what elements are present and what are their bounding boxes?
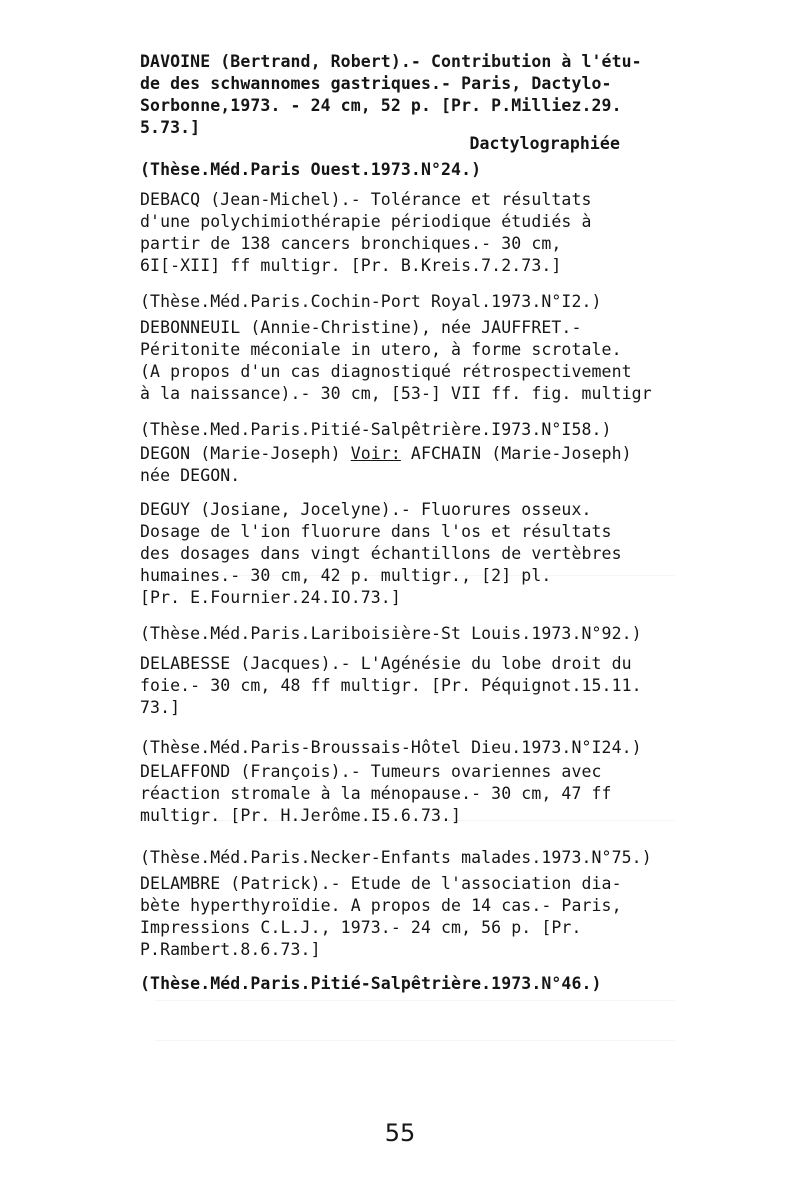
entry-degon-name: DEGON (Marie-Joseph) xyxy=(140,444,351,463)
entry-deguy-line-4: humaines.- 30 cm, 42 p. multigr., [2] pl. xyxy=(140,566,552,585)
entry-deguy-line-3: des dosages dans vingt échantillons de vertèbres xyxy=(140,544,622,563)
entry-debonneuil-line-2: Péritonite méconiale in utero, à forme scrotale. xyxy=(140,340,622,359)
entry-debonneuil-line-3: (A propos d'un cas diagnostiqué rétrospectivement xyxy=(140,362,632,381)
entry-davoine-line-2: de des schwannomes gastriques.- Paris, Dactylo- xyxy=(140,74,612,93)
entry-debacq-thesis: (Thèse.Méd.Paris.Cochin-Port Royal.1973.N°I2.) xyxy=(140,292,602,311)
entry-delaffond-line-3: multigr. [Pr. H.Jerôme.I5.6.73.] xyxy=(140,806,462,825)
entry-deguy-line-5: [Pr. E.Fournier.24.IO.73.] xyxy=(140,588,401,607)
entry-debacq-line-2: d'une polychimiothérapie périodique étudiés à xyxy=(140,212,592,231)
entry-degon-line-1 xyxy=(140,444,632,464)
entry-davoine-line-4: 5.73.] xyxy=(140,118,201,137)
entry-delaffond-thesis: (Thèse.Méd.Paris.Necker-Enfants malades.1973.N°75.) xyxy=(140,848,652,867)
entry-degon-reference: AFCHAIN (Marie-Joseph) xyxy=(400,444,632,463)
entry-debonneuil-thesis: (Thèse.Med.Paris.Pitié-Salpêtrière.I973.N°I58.) xyxy=(140,420,612,439)
entry-degon-line-2: née DEGON. xyxy=(140,466,241,485)
entry-debonneuil-line-1: DEBONNEUIL (Annie-Christine), née JAUFFRET.- xyxy=(140,318,582,337)
paper-shadow-line-3 xyxy=(155,1000,675,1001)
entry-delabesse-line-2: foie.- 30 cm, 48 ff multigr. [Pr. Péquignot.15.11. xyxy=(140,676,642,695)
entry-delabesse-line-3: 73.] xyxy=(140,698,181,717)
entry-delambre-line-3: Impressions C.L.J., 1973.- 24 cm, 56 p. [Pr. xyxy=(140,918,582,937)
entry-davoine-line-3: Sorbonne,1973. - 24 cm, 52 p. [Pr. P.Milliez.29. xyxy=(140,96,622,115)
entry-deguy-line-2: Dosage de l'ion fluorure dans l'os et résultats xyxy=(140,522,612,541)
entry-deguy-line-1: DEGUY (Josiane, Jocelyne).- Fluorures osseux. xyxy=(140,500,592,519)
entry-delabesse-thesis: (Thèse.Méd.Paris-Broussais-Hôtel Dieu.1973.N°I24.) xyxy=(140,738,642,757)
page-number: 55 xyxy=(384,1119,416,1147)
entry-delaffond-line-2: réaction stromale à la ménopause.- 30 cm, 47 ff xyxy=(140,784,612,803)
entry-delabesse-line-1: DELABESSE (Jacques).- L'Agénésie du lobe droit du xyxy=(140,654,632,673)
entry-degon-voir-link[interactable]: Voir: xyxy=(350,444,401,463)
entry-delaffond-line-1: DELAFFOND (François).- Tumeurs ovariennes avec xyxy=(140,762,602,781)
entry-delambre-line-2: bète hyperthyroïdie. A propos de 14 cas.- Paris, xyxy=(140,896,622,915)
entry-debacq-line-3: partir de 138 cancers bronchiques.- 30 cm, xyxy=(140,234,562,253)
paper-shadow-line-1 xyxy=(155,575,675,576)
entry-delambre-thesis: (Thèse.Méd.Paris.Pitié-Salpêtrière.1973.N°46.) xyxy=(140,974,602,993)
entry-davoine-note: Dactylographiée xyxy=(469,134,620,153)
entry-debacq-line-4: 6I[-XII] ff multigr. [Pr. B.Kreis.7.2.73.] xyxy=(140,256,562,275)
entry-debonneuil-line-4: à la naissance).- 30 cm, [53-] VII ff. fig. multigr xyxy=(140,384,652,403)
entry-deguy-thesis: (Thèse.Méd.Paris.Lariboisière-St Louis.1973.N°92.) xyxy=(140,624,642,643)
paper-shadow-line-2 xyxy=(155,820,675,821)
entry-davoine-line-1: DAVOINE (Bertrand, Robert).- Contribution à l'étu- xyxy=(140,52,642,71)
entry-delambre-line-4: P.Rambert.8.6.73.] xyxy=(140,940,321,959)
entry-delambre-line-1: DELAMBRE (Patrick).- Etude de l'association dia- xyxy=(140,874,622,893)
entry-debacq-line-1: DEBACQ (Jean-Michel).- Tolérance et résultats xyxy=(140,190,592,209)
entry-davoine-thesis: (Thèse.Méd.Paris Ouest.1973.N°24.) xyxy=(140,160,482,179)
paper-shadow-line-4 xyxy=(155,1040,675,1041)
